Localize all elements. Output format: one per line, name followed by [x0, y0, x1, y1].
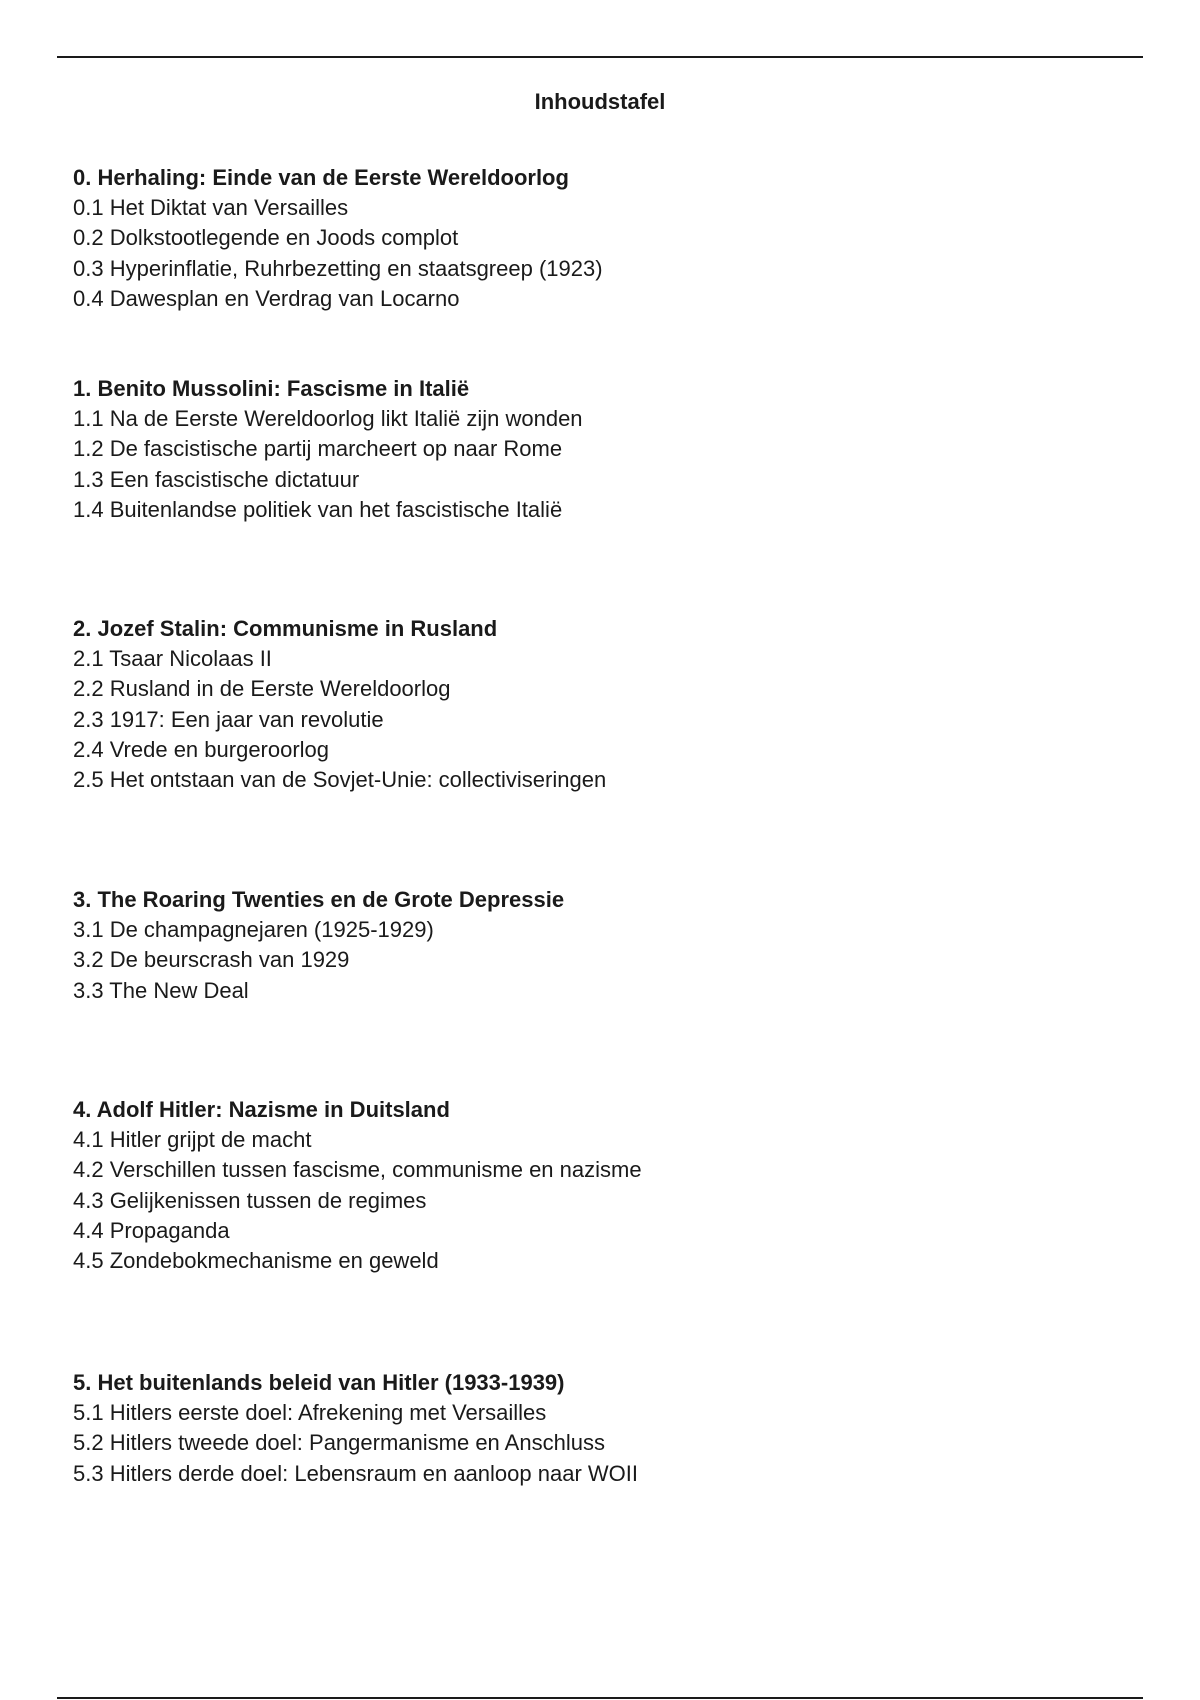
toc-entry: 2.3 1917: Een jaar van revolutie — [73, 706, 384, 732]
section-heading: 2. Jozef Stalin: Communisme in Rusland — [73, 616, 498, 641]
toc-entry: 4.2 Verschillen tussen fascisme, communisme en nazisme — [73, 1157, 642, 1183]
section-heading: 4. Adolf Hitler: Nazisme in Duitsland — [73, 1097, 450, 1122]
toc-section-2 — [73, 614, 1133, 795]
toc-entry: 2.4 Vrede en burgeroorlog — [73, 736, 330, 762]
section-item-list — [73, 915, 1133, 1006]
section-heading: 5. Het buitenlands beleid van Hitler (1933-1939) — [73, 1370, 565, 1395]
toc-entry: 0.1 Het Diktat van Versailles — [73, 195, 349, 220]
toc-entry: 0.2 Dolkstootlegende en Joods complot — [73, 225, 459, 251]
toc-entry: 1.1 Na de Eerste Wereldoorlog likt Italië zijn wonden — [73, 406, 583, 431]
section-item-list — [73, 404, 1133, 525]
toc-entry: 4.1 Hitler grijpt de macht — [73, 1127, 312, 1152]
section-heading: 3. The Roaring Twenties en de Grote Depressie — [73, 887, 565, 912]
bottom-divider — [57, 1697, 1143, 1699]
section-item-list — [73, 193, 1133, 314]
section-heading: 1. Benito Mussolini: Fascisme in Italië — [73, 376, 470, 401]
toc-entry: 5.3 Hitlers derde doel: Lebensraum en aanloop naar WOII — [73, 1460, 638, 1486]
section-heading: 0. Herhaling: Einde van de Eerste Wereldoorlog — [73, 165, 569, 190]
toc-entry: 3.2 De beurscrash van 1929 — [73, 947, 350, 973]
toc-entry: 1.3 Een fascistische dictatuur — [73, 466, 360, 492]
toc-section-0 — [73, 163, 1133, 314]
toc-entry: 2.5 Het ontstaan van de Sovjet-Unie: collectiviseringen — [73, 767, 607, 793]
toc-entry: 2.2 Rusland in de Eerste Wereldoorlog — [73, 676, 451, 702]
toc-entry: 3.1 De champagnejaren (1925-1929) — [73, 917, 434, 942]
toc-entry: 0.3 Hyperinflatie, Ruhrbezetting en staatsgreep (1923) — [73, 255, 603, 281]
toc-entry: 4.3 Gelijkenissen tussen de regimes — [73, 1187, 427, 1213]
toc-entry: 4.4 Propaganda — [73, 1217, 230, 1243]
toc-entry: 5.2 Hitlers tweede doel: Pangermanisme en Anschluss — [73, 1430, 605, 1456]
toc-entry: 4.5 Zondebokmechanisme en geweld — [73, 1248, 439, 1274]
toc-entry: 0.4 Dawesplan en Verdrag van Locarno — [73, 285, 460, 311]
top-divider — [57, 56, 1143, 58]
section-item-list — [73, 644, 1133, 795]
section-item-list — [73, 1398, 1133, 1489]
toc-entry: 2.1 Tsaar Nicolaas II — [73, 646, 272, 671]
toc-section-4 — [73, 1095, 1133, 1276]
page-title: Inhoudstafel — [534, 88, 666, 114]
section-item-list — [73, 1125, 1133, 1276]
toc-entry: 1.4 Buitenlandse politiek van het fascistische Italië — [73, 496, 563, 522]
toc-entry: 3.3 The New Deal — [73, 977, 249, 1003]
toc-entry: 5.1 Hitlers eerste doel: Afrekening met Versailles — [73, 1400, 547, 1425]
toc-section-3 — [73, 885, 1133, 1006]
toc-section-1 — [73, 374, 1133, 525]
toc-section-5 — [73, 1368, 1133, 1489]
toc-entry: 1.2 De fascistische partij marcheert op naar Rome — [73, 436, 563, 462]
